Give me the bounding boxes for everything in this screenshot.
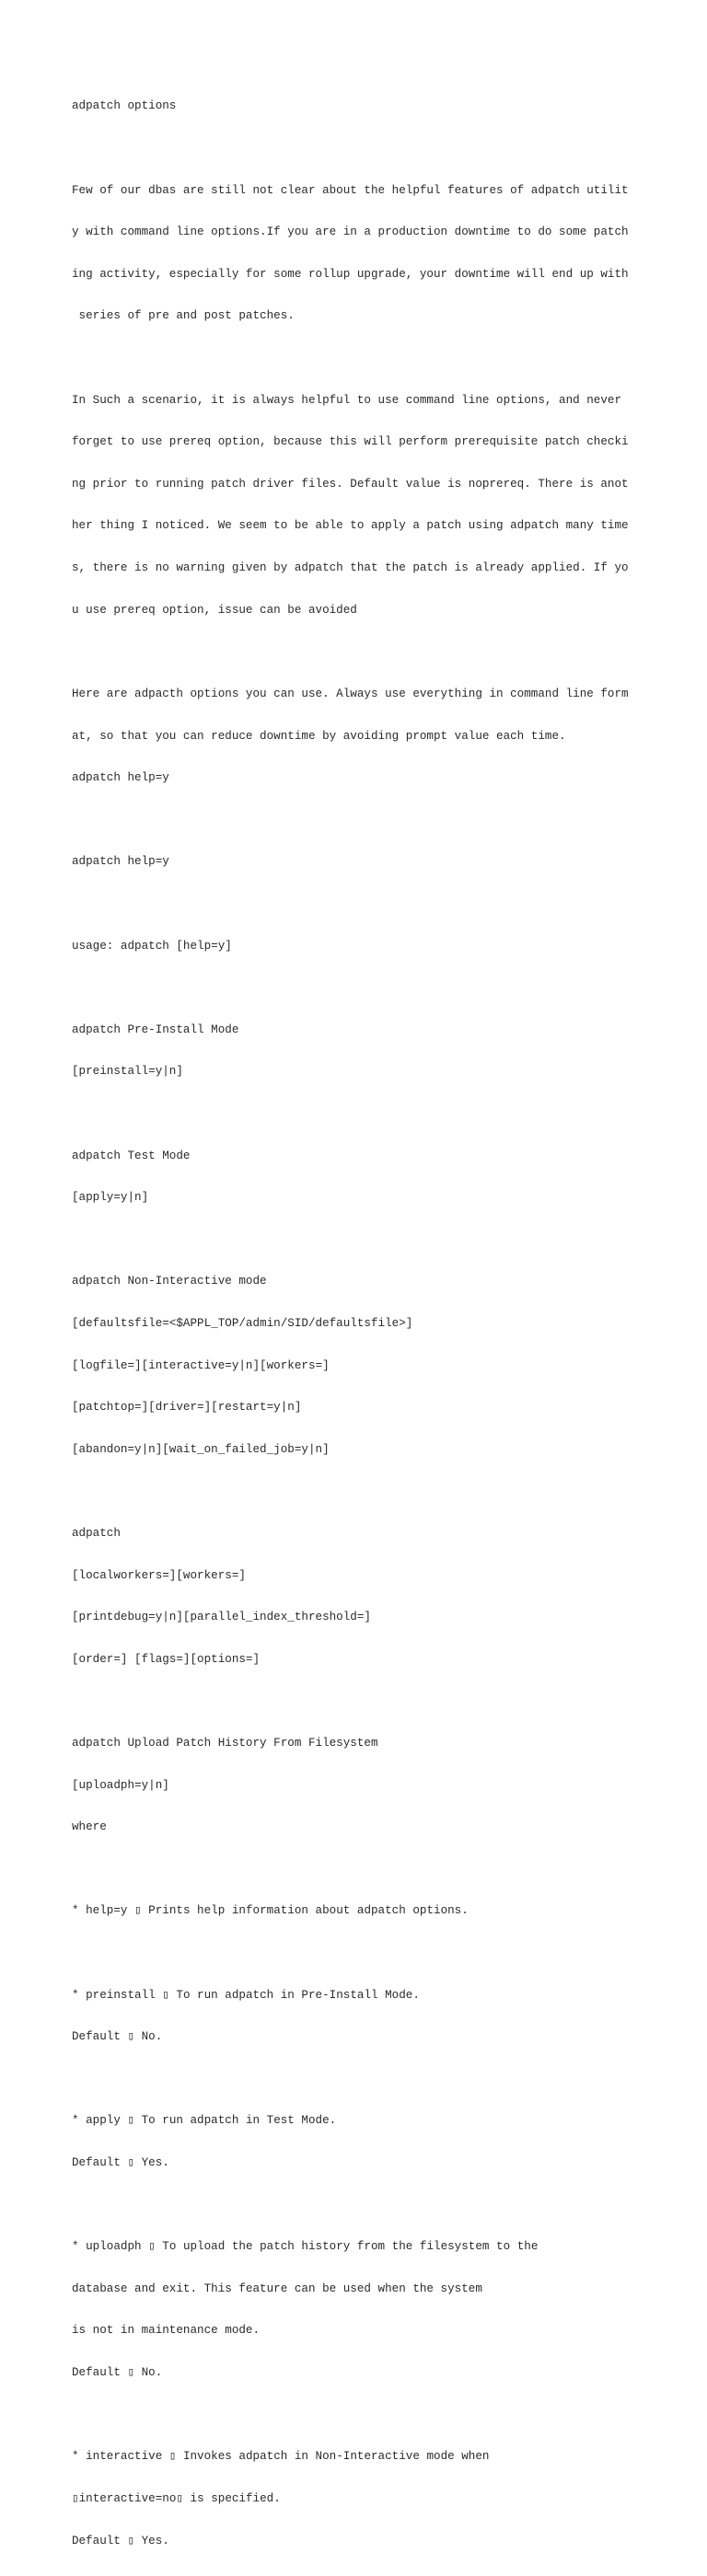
text-line: her thing I noticed. We seem to be able to apply a patch using adpatch many time [72, 519, 629, 533]
text-line: * apply ▯ To run adpatch in Test Mode. [72, 2114, 337, 2128]
non-interactive-mode [72, 1247, 679, 1484]
text-line: [abandon=y|n][wait_on_failed_job=y|n] [72, 1442, 330, 1456]
text-line: adpatch Test Mode [72, 1149, 191, 1162]
text-line: Default ▯ No. [72, 2366, 163, 2380]
text-line: Default ▯ Yes. [72, 2156, 169, 2170]
text-line: [preinstall=y|n] [72, 1065, 183, 1079]
document-page [72, 72, 679, 2576]
text-line: database and exit. This feature can be used when the system [72, 2281, 482, 2295]
text-line: Default ▯ No. [72, 2030, 163, 2044]
option-preinstall [72, 1960, 679, 2073]
text-line: adpatch help=y [72, 855, 169, 869]
text-line: [uploadph=y|n] [72, 1778, 169, 1792]
text-line: [printdebug=y|n][parallel_index_threshold=] [72, 1611, 371, 1624]
text-line: is not in maintenance mode. [72, 2324, 261, 2338]
text-line: where [72, 1820, 107, 1834]
text-line: * preinstall ▯ To run adpatch in Pre-Install Mode. [72, 1988, 420, 2002]
text-line: [patchtop=][driver=][restart=y|n] [72, 1401, 302, 1415]
preinstall-mode [72, 995, 679, 1107]
text-line: adpatch [72, 1526, 121, 1540]
paragraph-intro [72, 156, 679, 352]
text-line: u use prereq option, issue can be avoided [72, 603, 357, 617]
text-line: forget to use prereq option, because this will perform prerequisite patch checki [72, 435, 629, 449]
text-line: ing activity, especially for some rollup upgrade, your downtime will end up with [72, 267, 629, 281]
upload-patch-history [72, 1709, 679, 1863]
text-line: adpatch Pre-Install Mode [72, 1022, 239, 1036]
option-interactive [72, 2422, 679, 2576]
usage-line [72, 911, 679, 981]
test-mode [72, 1121, 679, 1233]
text-line: [defaultsfile=<$APPL_TOP/admin/SID/defaultsfile>] [72, 1316, 413, 1330]
option-help [72, 1877, 679, 1946]
text-line: usage: adpatch [help=y] [72, 939, 232, 953]
paragraph-options-intro [72, 659, 679, 813]
command-help [72, 827, 679, 897]
text-line: s, there is no warning given by adpatch that the patch is already applied. If yo [72, 561, 629, 575]
paragraph-scenario [72, 365, 679, 645]
text-line: [logfile=][interactive=y|n][workers=] [72, 1358, 330, 1372]
text-line: adpatch help=y [72, 771, 169, 785]
text-line: at, so that you can reduce downtime by avoiding prompt value each time. [72, 729, 566, 743]
option-apply [72, 2086, 679, 2199]
text-line: adpatch Upload Patch History From Filesystem [72, 1737, 378, 1750]
text-line: Few of our dbas are still not clear about the helpful features of adpatch utilit [72, 183, 629, 197]
adpatch-general-options [72, 1499, 679, 1695]
text-line: y with command line options.If you are in a production downtime to do some patch [72, 225, 629, 239]
text-line: Default ▯ Yes. [72, 2534, 169, 2547]
text-line: [apply=y|n] [72, 1191, 149, 1205]
text-line: adpatch options [72, 99, 177, 113]
text-line: * interactive ▯ Invokes adpatch in Non-Interactive mode when [72, 2450, 490, 2464]
text-line: [localworkers=][workers=] [72, 1568, 246, 1582]
option-uploadph [72, 2212, 679, 2409]
text-line: [order=] [flags=][options=] [72, 1652, 261, 1666]
text-line: * help=y ▯ Prints help information about adpatch options. [72, 1904, 469, 1918]
text-line: ▯interactive=no▯ is specified. [72, 2491, 281, 2505]
text-line: * uploadph ▯ To upload the patch history from the filesystem to the [72, 2240, 539, 2254]
text-line: In Such a scenario, it is always helpful to use command line options, and never [72, 393, 622, 407]
document-title [72, 72, 679, 142]
text-line: Here are adpacth options you can use. Always use everything in command line form [72, 687, 629, 700]
text-line: series of pre and post patches. [72, 309, 295, 323]
text-line: adpatch Non-Interactive mode [72, 1275, 267, 1288]
text-line: ng prior to running patch driver files. Default value is noprereq. There is anot [72, 477, 629, 491]
